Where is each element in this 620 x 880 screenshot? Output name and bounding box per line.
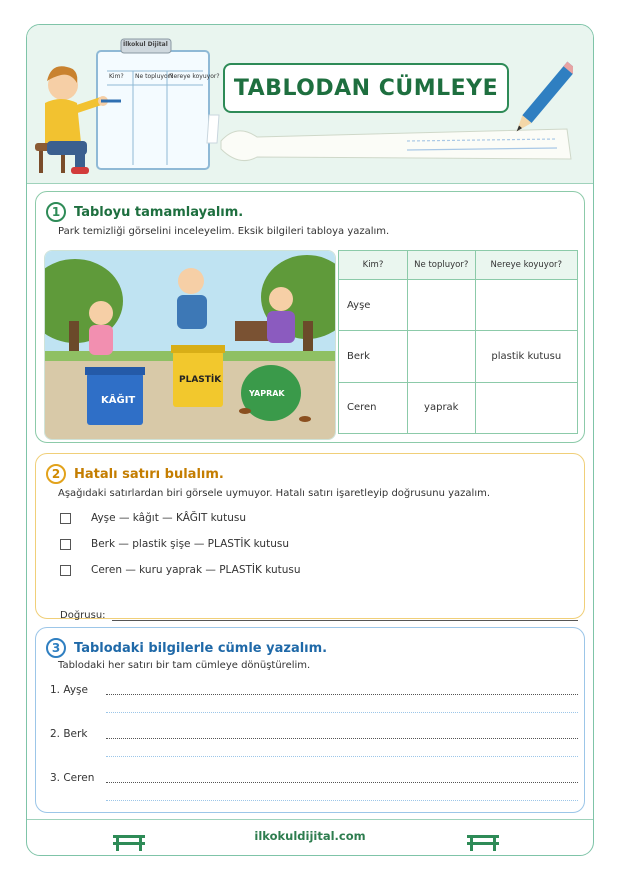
table-cell-input[interactable]	[408, 331, 476, 382]
sentence-label: 1. Ayşe	[50, 684, 88, 696]
section-find-wrong-row	[35, 453, 585, 619]
pencil-icon	[513, 55, 573, 145]
boy-writing-on-board-illustration	[27, 25, 247, 183]
section3-heading	[46, 638, 327, 658]
section2-heading	[46, 464, 224, 484]
option-text: Ceren — kuru yaprak — PLASTİK kutusu	[91, 564, 301, 576]
writing-line[interactable]	[106, 756, 578, 757]
worksheet-page	[26, 24, 594, 856]
section2-instruction: Aşağıdaki satırlardan biri görsele uymuyor. Hatalı satırı işaretleyip doğrusunu yazalım.	[58, 488, 491, 499]
sentence-label: 2. Berk	[50, 728, 88, 740]
page-title-box	[223, 63, 509, 113]
writing-line[interactable]	[106, 712, 578, 713]
writing-line[interactable]	[106, 782, 578, 783]
sentence-row	[50, 772, 578, 812]
sentence-row	[50, 684, 578, 724]
option-row	[60, 564, 301, 576]
table-row	[339, 331, 578, 382]
board-col-nereye: Nereye koyuyor?	[169, 73, 220, 80]
option-text: Ayşe — kâğıt — KÂĞIT kutusu	[91, 512, 246, 524]
table-row	[339, 280, 578, 331]
option-row	[60, 538, 289, 550]
board-col-kim: Kim?	[109, 73, 124, 80]
writing-line[interactable]	[106, 800, 578, 801]
section-complete-table	[35, 191, 585, 443]
table-header-ne: Ne topluyor?	[408, 251, 476, 280]
table-header-nereye: Nereye koyuyor?	[475, 251, 577, 280]
table-cell: Ceren	[339, 382, 408, 433]
table-cell: Ayşe	[339, 280, 408, 331]
section1-instruction: Park temizliği görselini inceleyelim. Eksik bilgileri tabloya yazalım.	[58, 226, 390, 237]
section1-title: Tabloyu tamamlayalım.	[74, 204, 244, 220]
option-text: Berk — plastik şişe — PLASTİK kutusu	[91, 538, 289, 550]
table-cell: plastik kutusu	[475, 331, 577, 382]
board-col-ne: Ne topluyor?	[135, 73, 174, 80]
collection-table	[338, 250, 578, 434]
option-checkbox[interactable]	[60, 565, 71, 576]
sentence-row	[50, 728, 578, 768]
table-cell: yaprak	[408, 382, 476, 433]
writing-line[interactable]	[106, 694, 578, 695]
board-brand-label: İlkokul Dijital	[123, 41, 168, 48]
correct-answer-line[interactable]	[112, 610, 578, 621]
table-cell-input[interactable]	[475, 280, 577, 331]
table-cell: Berk	[339, 331, 408, 382]
writing-line[interactable]	[106, 738, 578, 739]
section3-instruction: Tablodaki her satırı bir tam cümleye dönüştürelim.	[58, 660, 311, 671]
header-banner	[27, 25, 593, 184]
table-header-row	[339, 251, 578, 280]
bin-label-plastic: PLASTİK	[179, 375, 222, 385]
bin-label-leaves: YAPRAK	[249, 389, 285, 398]
section1-heading	[46, 202, 243, 222]
section2-title: Hatalı satırı bulalım.	[74, 466, 224, 482]
correct-label: Doğrusu:	[60, 610, 106, 621]
option-checkbox[interactable]	[60, 539, 71, 550]
section-write-sentences	[35, 627, 585, 813]
table-cell-input[interactable]	[408, 280, 476, 331]
bin-label-paper: KÂĞIT	[101, 395, 136, 406]
table-cell-input[interactable]	[475, 382, 577, 433]
section1-number: 1	[46, 202, 66, 222]
page-title: TABLODAN CÜMLEYE	[233, 75, 499, 101]
section2-number: 2	[46, 464, 66, 484]
sentence-label: 3. Ceren	[50, 772, 95, 784]
bench-icon	[465, 831, 501, 851]
option-row	[60, 512, 246, 524]
footer	[27, 815, 593, 856]
table-header-kim: Kim?	[339, 251, 408, 280]
footer-site[interactable]: ilkokuldijital.com	[254, 829, 366, 843]
section3-title: Tablodaki bilgilerle cümle yazalım.	[74, 640, 328, 656]
section3-number: 3	[46, 638, 66, 658]
correct-answer-row	[60, 610, 578, 621]
table-row	[339, 382, 578, 433]
option-checkbox[interactable]	[60, 513, 71, 524]
park-cleaning-picture	[44, 250, 336, 440]
